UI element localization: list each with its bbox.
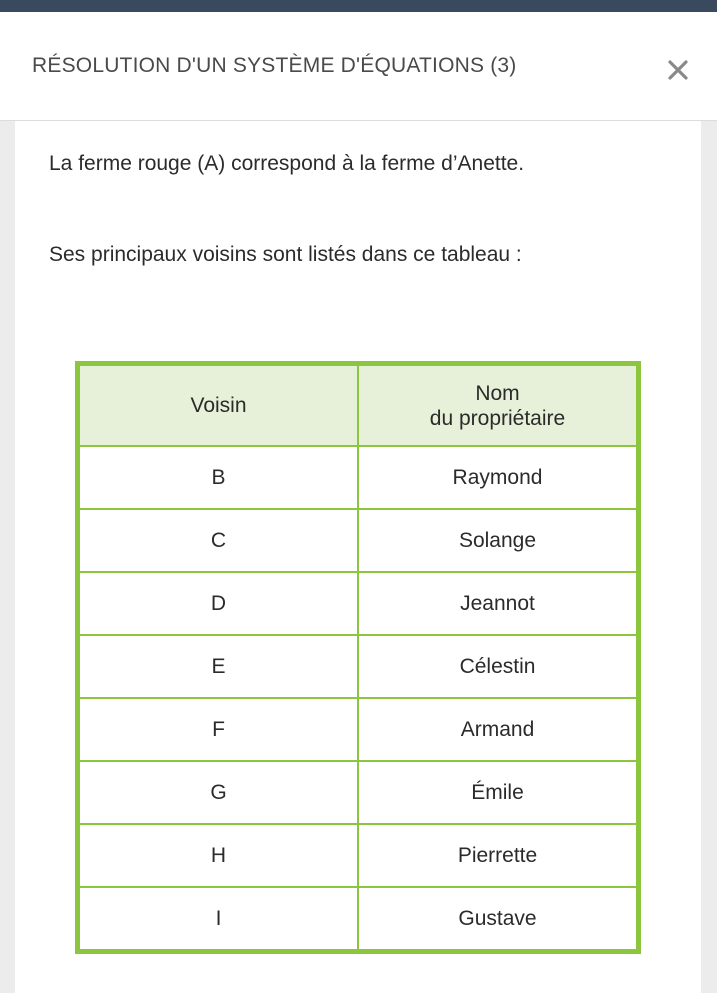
cell-nom: Célestin [358,635,639,698]
cell-voisin: B [78,446,359,509]
cell-nom: Gustave [358,887,639,952]
table-row [78,446,639,509]
table-row [78,635,639,698]
table-header-row [78,364,639,447]
table-intro-paragraph: Ses principaux voisins sont listés dans ce tableau : [49,243,522,266]
table-row [78,572,639,635]
page-title: RÉSOLUTION D'UN SYSTÈME D'ÉQUATIONS (3) [32,54,517,77]
cell-voisin: C [78,509,359,572]
table-row [78,698,639,761]
neighbors-table [75,361,641,954]
cell-voisin: E [78,635,359,698]
cell-voisin: G [78,761,359,824]
cell-nom: Émile [358,761,639,824]
cell-nom: Armand [358,698,639,761]
table-row [78,824,639,887]
column-header-nom-line-1: Nom [475,381,520,405]
table-row [78,761,639,824]
column-header-nom-line-2: du propriétaire [429,406,566,430]
top-bar [0,0,717,12]
column-header-nom [358,364,639,447]
cell-voisin: D [78,572,359,635]
cell-voisin: F [78,698,359,761]
close-button[interactable] [660,52,696,88]
cell-voisin: I [78,887,359,952]
table-row [78,509,639,572]
cell-nom: Jeannot [358,572,639,635]
cell-nom: Raymond [358,446,639,509]
table-row [78,887,639,952]
column-header-voisin: Voisin [78,364,359,447]
close-icon [660,52,696,88]
intro-paragraph: La ferme rouge (A) correspond à la ferme d’Anette. [49,152,525,175]
modal-header [0,12,717,121]
content-panel [15,121,701,993]
cell-nom: Solange [358,509,639,572]
cell-voisin: H [78,824,359,887]
cell-nom: Pierrette [358,824,639,887]
